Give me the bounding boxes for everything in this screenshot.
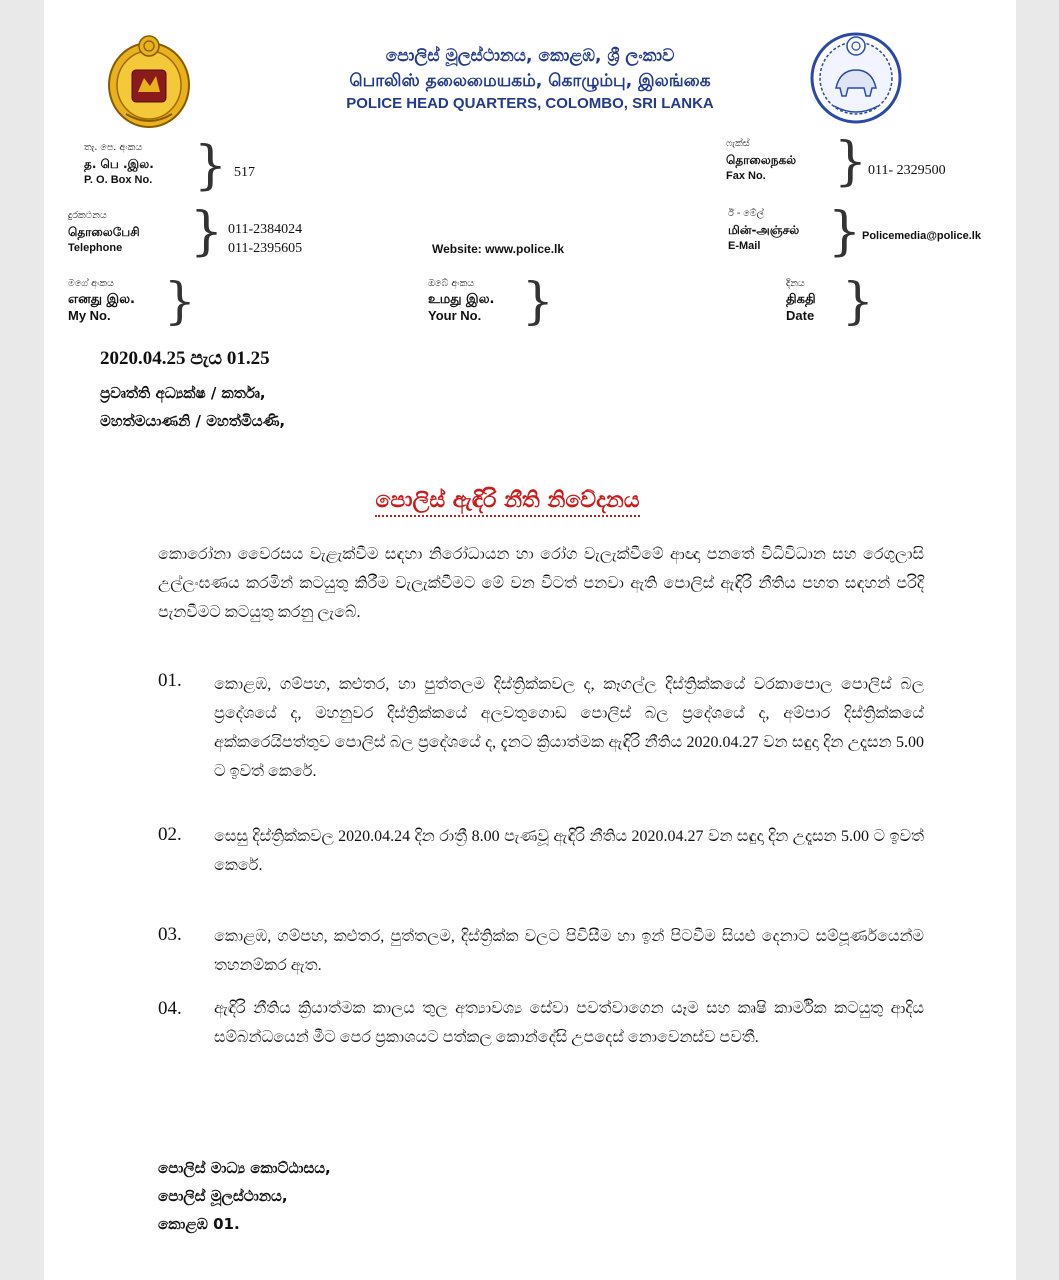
telephone-value-2: 011-2395605: [228, 241, 303, 256]
email-label-si: ඊ - මේල්: [728, 208, 764, 219]
letter-recipient: ප්‍රවෘත්ති අධ්‍යක්ෂ / කර්තෘ,: [100, 384, 266, 402]
email-label-ta: மின்-அஞ்சல்: [728, 223, 800, 237]
notice-title-text: පොලිස් ඇඳිරි නීති නිවේදනය: [375, 488, 639, 517]
signature-line-2: පොලිස් මූලස්ථානය,: [158, 1187, 288, 1205]
header-english: POLICE HEAD QUARTERS, COLOMBO, SRI LANKA: [346, 95, 714, 112]
telephone-label-en: Telephone: [68, 242, 123, 254]
notice-title: [0, 488, 1015, 513]
telephone-brace: }: [190, 202, 224, 262]
letter-page: [44, 0, 1016, 1280]
email-label: [728, 206, 799, 254]
item-text-2: සෙසු දිස්ත්‍රික්කවල 2020.04.24 දින රාත්‍රී 8.00 පැණවූ ඇඳිරි නීතිය 2020.04.27 වන සඳුදා දින උදෑසන 5.00 ට ඉවත් කෙරේ.: [214, 828, 924, 874]
pobox-label: [84, 140, 154, 188]
email-link[interactable]: Policemedia@police.lk: [862, 230, 981, 242]
signature-line-1: පොලිස් මාධ්‍ය කොට්ඨාසය,: [158, 1159, 331, 1177]
fax-value: 011- 2329500: [868, 163, 946, 178]
item-text-4: ඇඳිරි නීතිය ක්‍රියාත්මක කාලය තුල අත්‍යාවශ්‍ය සේවා පවත්වාගෙන යෑම සහ කෘෂි කාර්මික කටයුතු ආදිය සම්බන්ධයෙන් මීට පෙර ප්‍රකාශයට පත්කල කොන්දේසි උපදෙස් නොවෙනස්ව පවතී.: [214, 1000, 924, 1046]
date-label: [786, 276, 816, 324]
date-label-en: Date: [786, 308, 815, 323]
signature-block: [158, 1154, 331, 1238]
date-label-si: දිනය: [786, 278, 805, 289]
my-no-label-ta: எனது இல.: [68, 292, 135, 307]
item-number-2: 02.: [158, 824, 182, 845]
pobox-brace: }: [194, 136, 228, 196]
my-no-label-en: My No.: [68, 308, 111, 323]
signature-line-3: කොළඹ 01.: [158, 1215, 240, 1233]
telephone-label-si: දුරකථනය: [68, 210, 107, 221]
header-tamil: பொலிஸ் தலைமையகம், கொழும்பு, இலங்கை: [349, 71, 711, 91]
fax-label-si: ෆැක්ස්: [726, 138, 750, 149]
my-no-label-si: මගේ අංකය: [68, 278, 114, 289]
item-text-3: කොළඹ, ගම්පහ, කළුතර, පුත්තලම, දිස්ත්‍රික්ක වලට පිවිසීම හා ඉන් පිටවීම සියළු දෙනාට සම්පූර්ණයෙන්ම තහනම්කර ඇත.: [214, 928, 924, 974]
letter-salutation: මහත්මයාණනි / මහත්මියණි,: [100, 412, 286, 430]
date-label-ta: திகதி: [786, 292, 816, 307]
item-number-3: 03.: [158, 924, 182, 945]
website-link[interactable]: Website: www.police.lk: [432, 242, 565, 256]
your-no-label-si: ඔබේ අංකය: [428, 278, 475, 289]
fax-label-en: Fax No.: [726, 170, 766, 182]
my-no-label: [68, 276, 135, 324]
telephone-value-1: 011-2384024: [228, 222, 303, 237]
your-no-label-ta: உமது இல.: [428, 292, 495, 307]
fax-label: [726, 136, 796, 184]
fax-label-ta: தொலைநகல்: [726, 153, 797, 167]
your-no-label: [428, 276, 494, 324]
your-no-brace: }: [522, 272, 554, 330]
telephone-label: [68, 208, 140, 256]
your-no-label-en: Your No.: [428, 308, 482, 323]
date-brace: }: [842, 272, 874, 330]
intro-paragraph: කොරෝනා වෛරසය වැළැක්වීම සඳහා නිරෝධායන හා රෝග වැලැක්වීමේ ආඥා පනතේ විධිවිධාන සහ රෙගුලාසි උල්ලංඝණය කරමින් කටයුතු කිරීම වැලැක්වීමට මේ වන විටත් පනවා ඇති පොලිස් ඇඳිරි නීතිය පහත සඳහන් පරිදි පැනවීමට කටයුතු කරනු ලැබේ.: [158, 546, 924, 621]
item-text-1: කොළඹ, ගම්පහ, කළුතර, හා පුත්තලම දිස්ත්‍රික්කවල ද, කෑගල්ල දිස්ත්‍රික්කයේ වරකාපොල පොලිස් බල ප්‍රදේශයේ ද, මහනුවර දිස්ත්‍රික්කයේ අලවතුගොඩ පොලිස් බල ප්‍රදේශයේ ද, අම්පාර දිස්ත්‍රික්කයේ අක්කරෙයිපත්තුව පොලිස් බල ප්‍රදේශයේ ද, දැනට ක්‍රියාත්මක ඇඳිරි නීතිය 2020.04.27 වන සඳුදා දින උදෑසන 5.00 ට ඉවත් කෙරේ.: [214, 676, 924, 780]
letter-dateline: 2020.04.25 පැය 01.25: [100, 348, 270, 369]
telephone-label-ta: தொலைபேசி: [68, 225, 140, 239]
email-brace: }: [828, 202, 862, 262]
header-sinhala: පොලිස් මූලස්ථානය, කොළඹ, ශ්‍රී ලංකාව: [385, 46, 675, 66]
item-number-4: 04.: [158, 998, 182, 1019]
pobox-label-en: P. O. Box No.: [84, 174, 153, 186]
pobox-label-ta: த. பெ .இல.: [84, 157, 154, 171]
pobox-label-si: තැ. පෙ. අංකය: [84, 142, 143, 153]
pobox-value: 517: [234, 165, 255, 180]
email-label-en: E-Mail: [728, 240, 761, 252]
item-number-1: 01.: [158, 670, 182, 691]
fax-brace: }: [834, 132, 868, 192]
my-no-brace: }: [164, 272, 196, 330]
